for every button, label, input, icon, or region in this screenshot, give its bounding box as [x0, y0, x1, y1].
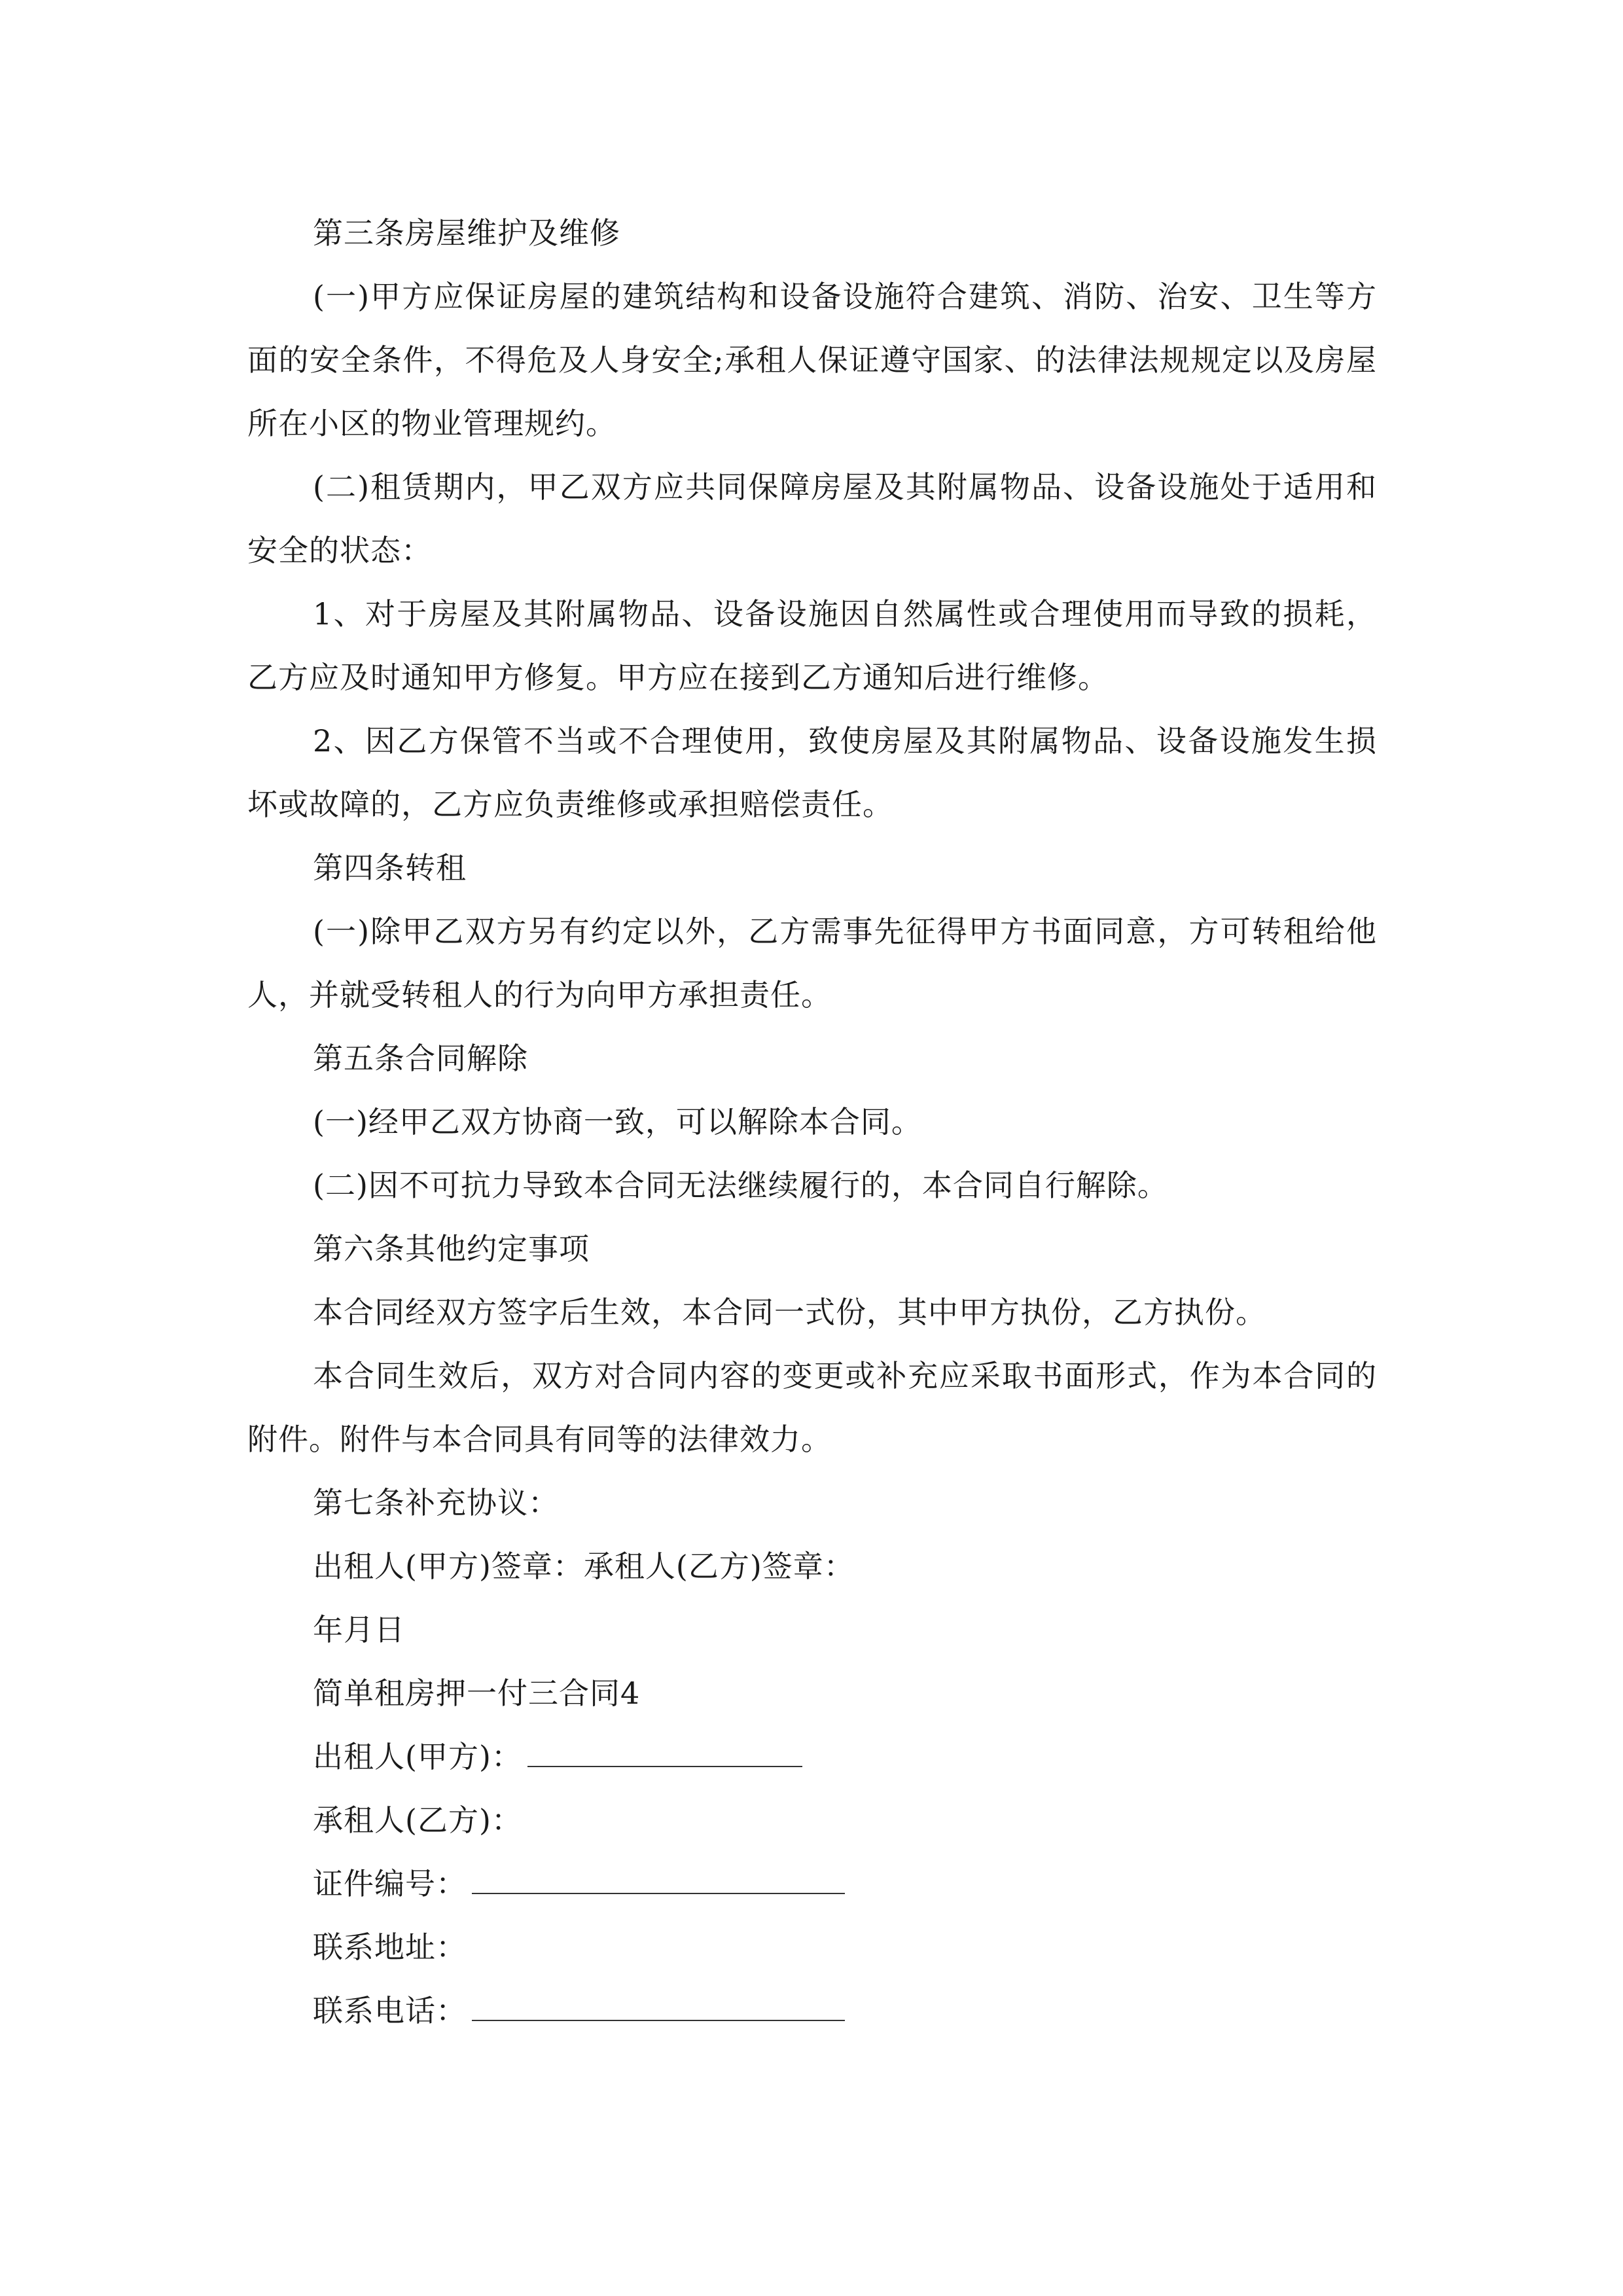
signature-line: 出租人(甲方)签章：承租人(乙方)签章： — [313, 1549, 855, 1584]
clause-5-1: (一)经甲乙双方协商一致，可以解除本合同。 — [313, 1104, 922, 1139]
section-heading-6: 第六条其他约定事项 — [313, 1231, 590, 1266]
document-body — [247, 202, 1377, 2043]
contract-title: 简单租房押一付三合同4 — [313, 1676, 641, 1711]
phone-blank[interactable] — [472, 1994, 845, 2021]
section-heading-7: 第七条补充协议： — [313, 1485, 559, 1520]
clause-3-2-item-1: 1、对于房屋及其附属物品、设备设施因自然属性或合理使用而导致的损耗，乙方应及时通知甲方修复。甲方应在接到乙方通知后进行维修。 — [247, 596, 1377, 695]
clause-6-2: 本合同生效后，双方对合同内容的变更或补充应采取书面形式，作为本合同的附件。附件与本合同具有同等的法律效力。 — [247, 1358, 1377, 1457]
address-field — [247, 1916, 1377, 1979]
section-heading-4: 第四条转租 — [313, 850, 467, 886]
clause-6-1: 本合同经双方签字后生效，本合同一式份，其中甲方执份，乙方执份。 — [313, 1295, 1266, 1330]
phone-field — [247, 1979, 1377, 2043]
clause-4-1: (一)除甲乙双方另有约定以外，乙方需事先征得甲方书面同意，方可转租给他人，并就受转租人的行为向甲方承担责任。 — [247, 914, 1377, 1013]
clause-5-2: (二)因不可抗力导致本合同无法继续履行的，本合同自行解除。 — [313, 1168, 1168, 1203]
id-number-field — [247, 1852, 1377, 1916]
lessor-label: 出租人(甲方)： — [313, 1739, 522, 1774]
phone-label: 联系电话： — [313, 1993, 467, 2028]
section-heading-5: 第五条合同解除 — [313, 1041, 528, 1076]
lessee-field — [247, 1789, 1377, 1852]
id-number-label: 证件编号： — [313, 1866, 467, 1901]
lessor-blank[interactable] — [527, 1740, 802, 1767]
clause-3-1: (一)甲方应保证房屋的建筑结构和设备设施符合建筑、消防、治安、卫生等方面的安全条件，不得危及人身安全;承租人保证遵守国家、的法律法规规定以及房屋所在小区的物业管理规约。 — [247, 279, 1377, 441]
lessee-label: 承租人(乙方)： — [313, 1803, 522, 1838]
lessor-field — [247, 1725, 1377, 1789]
address-label: 联系地址： — [313, 1929, 467, 1965]
id-number-blank[interactable] — [472, 1867, 845, 1894]
date-line: 年月日 — [313, 1612, 405, 1647]
clause-3-2: (二)租赁期内，甲乙双方应共同保障房屋及其附属物品、设备设施处于适用和安全的状态： — [247, 469, 1377, 568]
section-heading-3: 第三条房屋维护及维修 — [313, 215, 620, 251]
clause-3-2-item-2: 2、因乙方保管不当或不合理使用，致使房屋及其附属物品、设备设施发生损坏或故障的，乙方应负责维修或承担赔偿责任。 — [247, 723, 1377, 822]
